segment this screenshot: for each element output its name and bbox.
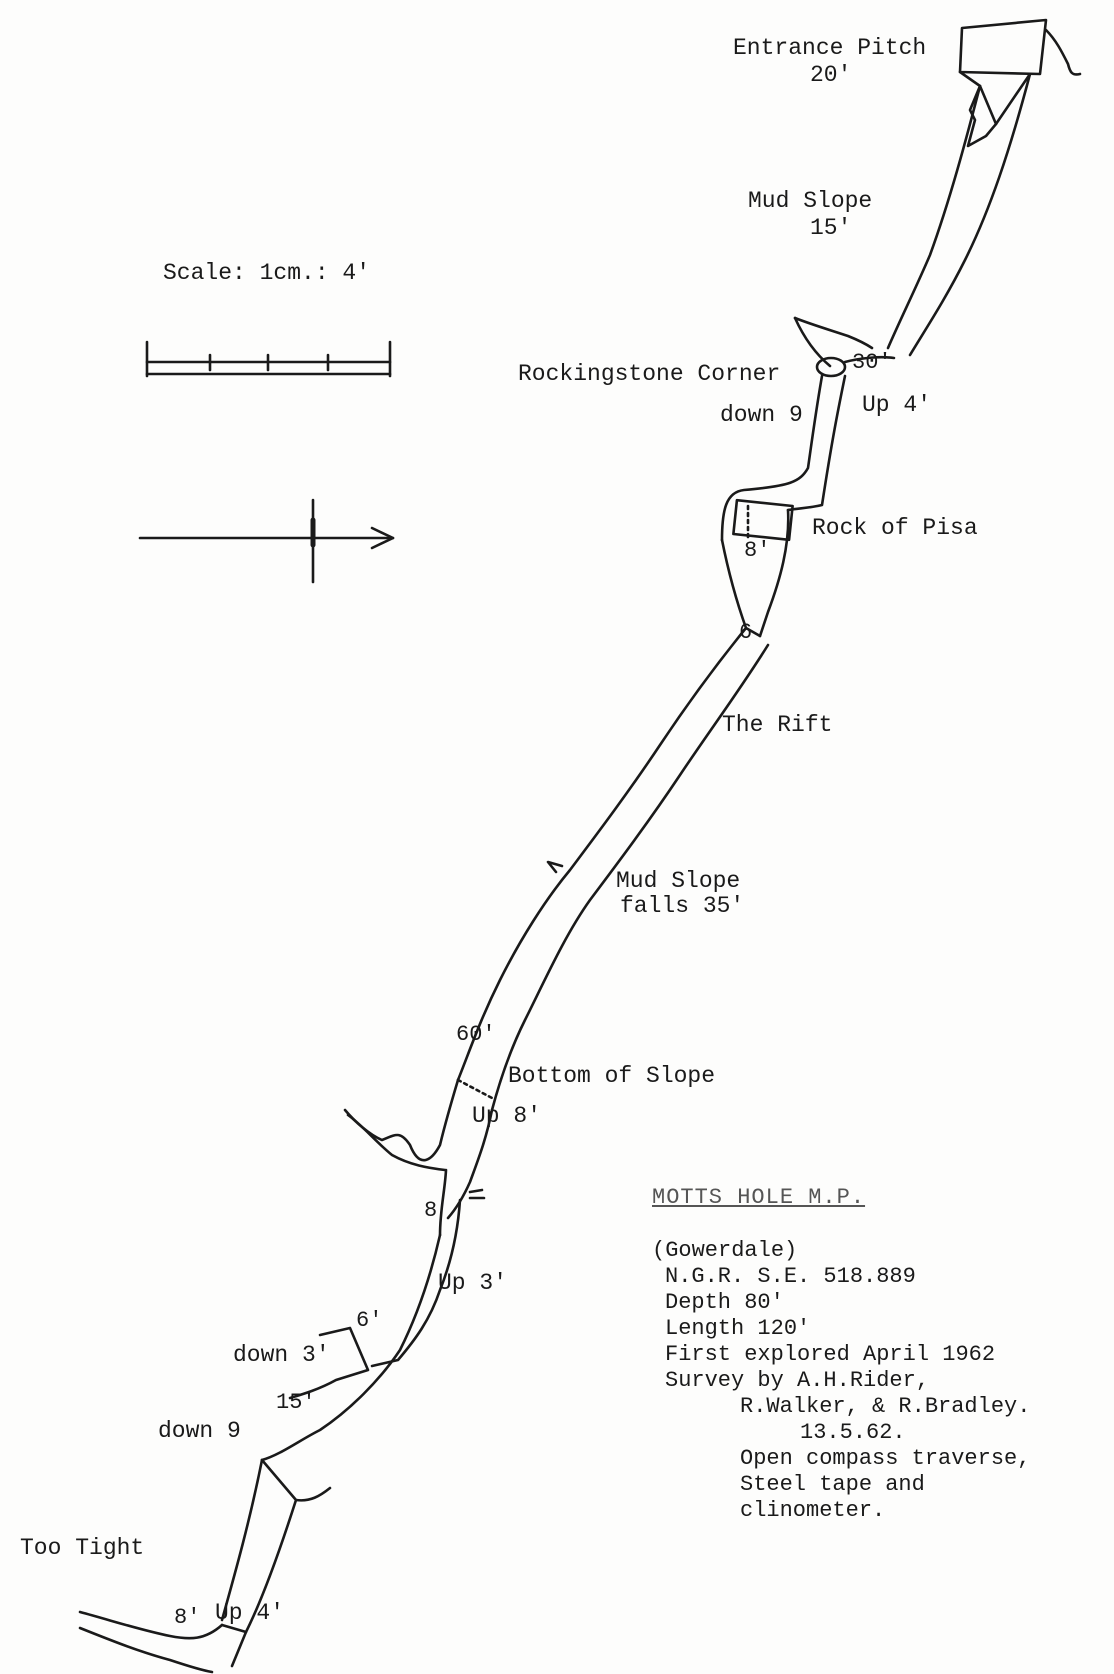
entrance-pitch (960, 20, 1080, 146)
survey-ngr: N.G.R. S.E. 518.889 (665, 1264, 916, 1289)
label-down-3: down 3' (233, 1342, 330, 1368)
bottom-of-slope (345, 1080, 492, 1235)
label-rock-of-pisa: Rock of Pisa (812, 515, 978, 541)
label-rockingstone-corner: Rockingstone Corner (518, 361, 781, 387)
width-30: 30' (852, 350, 892, 375)
survey-title: MOTTS HOLE M.P. (652, 1185, 866, 1210)
survey-length: Length 120' (665, 1316, 811, 1341)
label-up-8: Up 8' (472, 1103, 542, 1129)
label-mud-slope-falls: falls 35' (620, 893, 745, 919)
survey-method-3: clinometer. (740, 1498, 886, 1523)
label-too-tight: Too Tight (20, 1535, 145, 1561)
scale-bar (147, 342, 390, 376)
survey-first-explored: First explored April 1962 (665, 1342, 996, 1367)
scale-label: Scale: 1cm.: 4' (163, 260, 371, 286)
width-6-rift: 6 (739, 620, 753, 645)
label-mud-slope-top-depth: 15' (810, 215, 852, 241)
survey-method-2: Steel tape and (740, 1472, 925, 1497)
label-down-9-upper: down 9 (720, 402, 803, 428)
label-mud-slope-mid: Mud Slope (616, 868, 741, 894)
label-the-rift: The Rift (722, 712, 833, 738)
width-6-lower: 6' (356, 1308, 383, 1333)
survey-surveyors-2: R.Walker, & R.Bradley. (740, 1394, 1031, 1419)
survey-depth: Depth 80' (665, 1290, 784, 1315)
width-8-pisa: 8' (744, 538, 771, 563)
label-up-4-upper: Up 4' (862, 392, 932, 418)
label-entrance-pitch: Entrance Pitch (733, 35, 927, 61)
survey-method-1: Open compass traverse, (740, 1446, 1031, 1471)
width-8-lower: 8 (424, 1198, 438, 1223)
width-8-bottom: 8' (174, 1605, 201, 1630)
lower-passage (222, 1200, 460, 1632)
width-60: 60' (456, 1022, 496, 1047)
label-up-3: Up 3' (438, 1270, 508, 1296)
label-bottom-of-slope: Bottom of Slope (508, 1063, 716, 1089)
label-entrance-pitch-depth: 20' (810, 62, 852, 88)
survey-surveyors-1: Survey by A.H.Rider, (665, 1368, 930, 1393)
label-mud-slope-top: Mud Slope (748, 188, 873, 214)
label-up-4-lower: Up 4' (215, 1600, 285, 1626)
width-15: 15' (276, 1390, 316, 1415)
survey-location: (Gowerdale) (652, 1238, 798, 1263)
label-down-9-lower: down 9 (158, 1418, 241, 1444)
survey-date: 13.5.62. (800, 1420, 906, 1445)
north-arrow-icon (140, 500, 393, 582)
